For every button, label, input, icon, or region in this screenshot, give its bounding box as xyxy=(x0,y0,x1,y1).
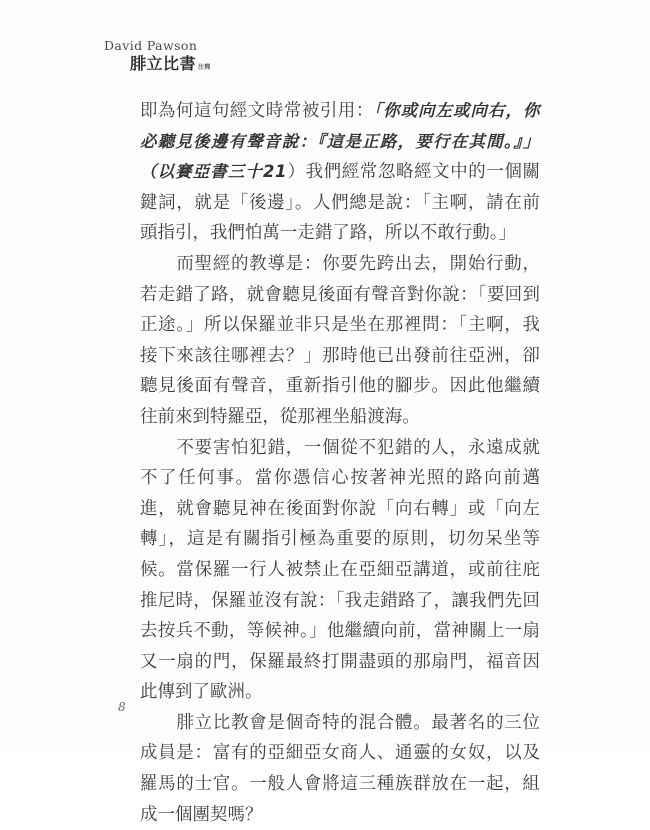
body-text-run: 不要害怕犯錯，一個從不犯錯的人，永遠成就不了任何事。當你憑信心按著神光照的路向前邁進，就會聽見神在後面對你說「向右轉」或「向左轉」，這是有關指引極為重要的原則，切勿呆坐等候。當保羅一行人被禁止在亞細亞講道，或前往庇推尼時，保羅並沒有說：「我走錯路了，讓我們先回去按兵不動，等候神。」他繼續向前，當神關上一扇又一扇的門，保羅最終打開盡頭的那扇門，福音因此傳到了歐洲。 xyxy=(140,437,540,703)
running-head-subtitle: 注釋 xyxy=(198,63,211,71)
body-text-run: 腓立比教會是個奇特的混合體。最著名的三位成員是：富有的亞細亞女商人、通靈的女奴，以及羅馬的士官。一般人會將這三種族群放在一起，組成一個團契嗎？ xyxy=(140,712,540,825)
running-head-author: David Pawson xyxy=(104,38,198,53)
scripture-quotation: 「你或向左或向右，你必聽見後邊有聲音說：『這是正路，要行在其間。』」（以賽亞書三十21 xyxy=(140,101,540,182)
body-text-run: 即為何這句經文時常被引用： xyxy=(140,101,374,121)
body-text-run: 而聖經的教導是：你要先跨出去，開始行動，若走錯了路，就會聽見後面有聲音對你說：「要回到正途。」所以保羅並非只是坐在那裡問：「主啊，我接下來該往哪裡去？」那時他已出發前往亞洲，卻聽見後面有聲音，重新指引他的腳步。因此他繼續往前來到特羅亞，從那裡坐船渡海。 xyxy=(140,253,540,427)
running-head-title-line xyxy=(104,55,524,73)
running-head xyxy=(104,38,524,72)
body-text-run: ）我們經常忽略經文中的一個關鍵詞，就是「後邊」。人們總是說：「主啊，請在前頭指引，我們怕萬一走錯了路，所以不敢行動。」 xyxy=(140,162,541,244)
body-paragraph xyxy=(140,96,540,249)
running-head-book-title: 腓立比書 xyxy=(130,53,197,73)
page-number: 8 xyxy=(118,700,126,714)
body-paragraph xyxy=(140,433,540,708)
body-paragraph xyxy=(140,708,540,830)
body-paragraph xyxy=(140,249,540,433)
body-text-block xyxy=(140,96,540,830)
